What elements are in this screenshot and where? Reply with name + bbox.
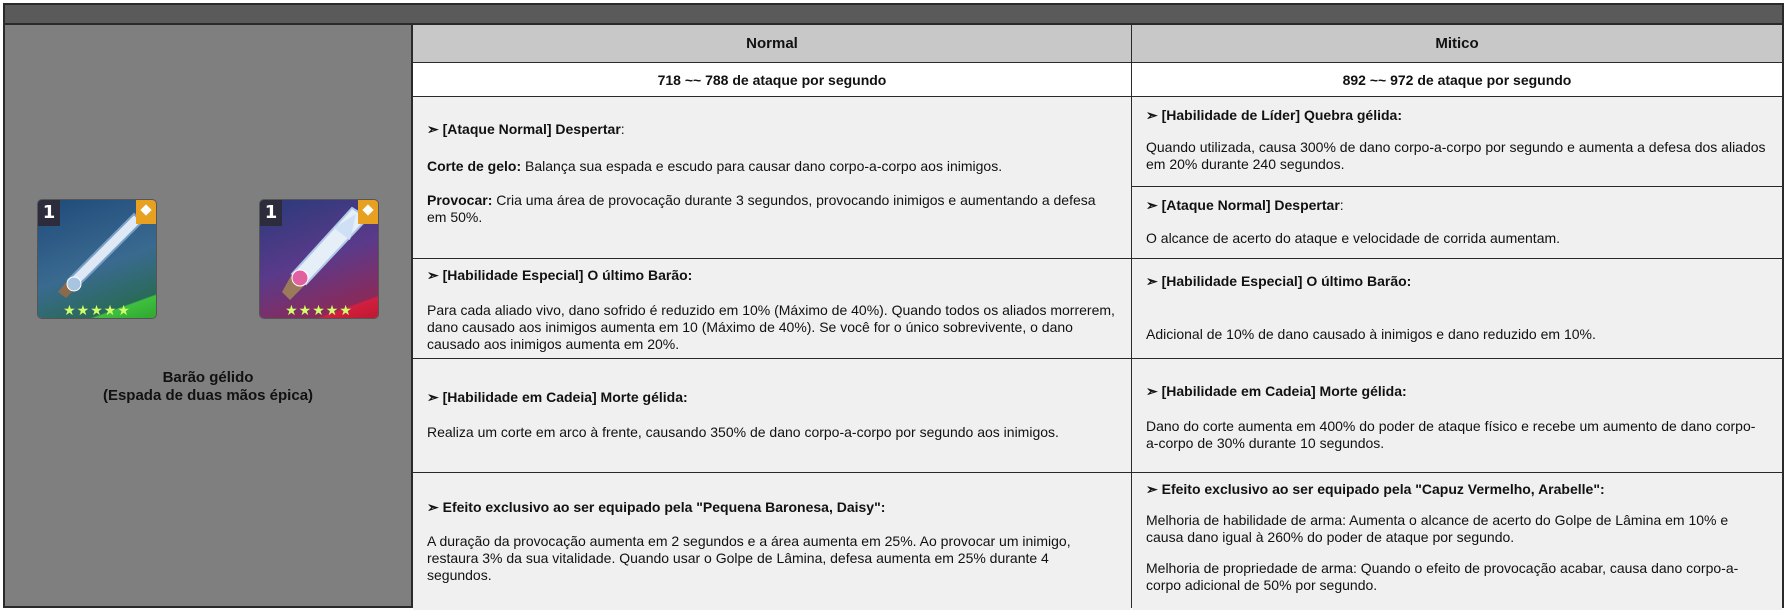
level-badge: 1 (260, 200, 282, 226)
normal-chain-skill: ➣ [Habilidade em Cadeia] Morte gélida: Realiza um corte em arco à frente, causando 350% de dano corpo-a-corpo por segundo aos inimigos. (413, 359, 1131, 473)
mythic-exclusive-effect: ➣ Efeito exclusivo ao ser equipado pela "Capuz Vermelho, Arabelle": Melhoria de habilidade de arma: Aumenta o alcance de acerto do Golpe de Lâmina em 10% e causa dano igual à 260% do poder de ataque por segundo. Melhoria de propriedade de arma: Quando o efeito de provocação acabar, causa dano corpo-a-corpo adicional de 50% por segundo. (1132, 473, 1782, 610)
table-top-bar (5, 5, 1782, 25)
weapon-info-panel (5, 25, 413, 606)
star-rating: ★★★★★ (285, 302, 353, 318)
header-normal: Normal (413, 25, 1131, 63)
mythic-normal-attack: ➣ [Ataque Normal] Despertar: O alcance de acerto do ataque e velocidade de corrida aumentam. (1132, 187, 1782, 259)
weapon-table (3, 3, 1784, 608)
rank-badge-icon (358, 200, 378, 224)
mythic-chain-skill: ➣ [Habilidade em Cadeia] Morte gélida: Dano do corte aumenta em 400% do poder de ataque físico e recebe um aumento de dano corpo-a-corpo de 30% durante 10 segundos. (1132, 359, 1782, 473)
weapon-icon-mythic (260, 200, 378, 318)
mythic-leader-skill: ➣ [Habilidade de Líder] Quebra gélida: Quando utilizada, causa 300% de dano corpo-a-corpo por segundo e aumenta a defesa dos aliados em 20% durante 240 segundos. (1132, 97, 1782, 187)
header-mythic: Mitico (1132, 25, 1782, 63)
rank-badge-icon (136, 200, 156, 224)
column-divider (1131, 25, 1132, 606)
attack-normal: 718 ~~ 788 de ataque por segundo (413, 63, 1131, 97)
star-rating: ★★★★★ (63, 302, 131, 318)
mythic-special-skill: ➣ [Habilidade Especial] O último Barão: Adicional de 10% de dano causado à inimigos e dano reduzido em 10%. (1132, 259, 1782, 359)
attack-mythic: 892 ~~ 972 de ataque por segundo (1132, 63, 1782, 97)
normal-special-skill: ➣ [Habilidade Especial] O último Barão: Para cada aliado vivo, dano sofrido é reduzido em 10% (Máximo de 40%). Quando todos os aliados morrerem, dano causado aos inimigos aumenta em 10 (Máximo de 40%). Se você for o único sobrevivente, o dano causado aos inimigos aumenta em 20%. (413, 259, 1131, 359)
normal-exclusive-effect: ➣ Efeito exclusivo ao ser equipado pela "Pequena Baronesa, Daisy": A duração da provocação aumenta em 2 segundos e a área aumenta em 25%. Ao provocar um inimigo, restaura 3% da sua vitalidade. Quando usar o Golpe de Lâmina, defesa aumenta em 25% durante 4 segundos. (413, 473, 1131, 610)
level-badge: 1 (38, 200, 60, 226)
weapon-icon-normal (38, 200, 156, 318)
normal-normal-attack: ➣ [Ataque Normal] Despertar: Corte de gelo: Balança sua espada e escudo para causar dano corpo-a-corpo aos inimigos. Provocar: Cria uma área de provocação durante 3 segundos, provocando inimigos e aumentando a defesa em 50%. (413, 97, 1131, 259)
weapon-name: Barão gélido (Espada de duas mãos épica) (102, 369, 314, 404)
